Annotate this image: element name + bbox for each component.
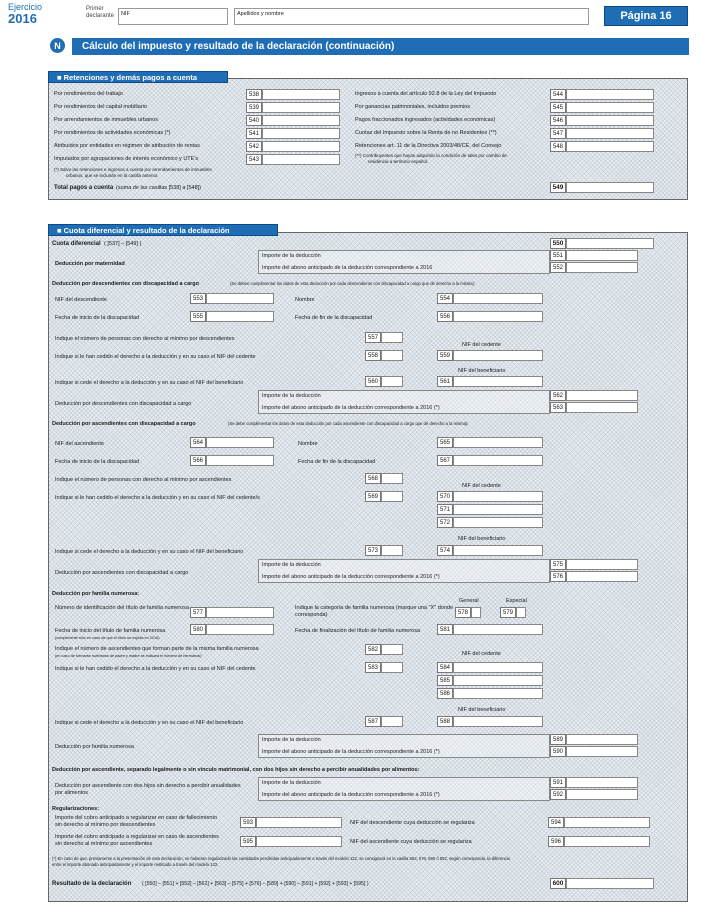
deduccion-label: Importe de la deducción [262, 253, 321, 259]
retencion-label: Por rendimientos de actividades económicas (*) [54, 130, 171, 136]
total-pagos-desc: (suma de las casillas [538] a [548]) [116, 185, 201, 191]
ejercicio-year: 2016 [8, 11, 37, 26]
cede-label: Indique si cede el derecho a la deducción y en su caso el NIF del beneficiario [55, 720, 244, 726]
asc-familia-note: (en caso de formarse huérfanos de padre y madre se indicará el número de hermanos) [55, 654, 202, 658]
resultado-label: Resultado de la declaración [52, 881, 132, 887]
box-number: 594 [548, 817, 564, 828]
amount-input[interactable] [206, 607, 274, 618]
box-number: 555 [190, 311, 206, 322]
reg3-label-b: sin derecho al mínimo por ascendientes [55, 841, 153, 847]
amount-input[interactable] [566, 571, 638, 582]
cede-label: Indique si cede el derecho a la deducción y en su caso el NIF del beneficiario [55, 380, 244, 386]
amount-input[interactable] [453, 350, 543, 361]
cede-label: Indique si cede el derecho a la deducción y en su caso el NIF del beneficiario [55, 549, 244, 555]
ded-desc-label: Deducción por descendientes con discapacidad a cargo [55, 401, 192, 407]
box-number: 591 [550, 777, 566, 788]
box-number: 546 [550, 115, 566, 126]
box-number: 575 [550, 559, 566, 570]
num-personas-label: Indique el número de personas con derecho al mínimo por descendientes [55, 336, 235, 342]
page-number: Página 16 [604, 6, 688, 26]
amount-input[interactable] [566, 390, 638, 401]
box-number: 589 [550, 734, 566, 745]
nif-descendiente-label: NIF del descendiente [55, 297, 107, 303]
reg1-label-a: Importe del cobro anticipado a regularizar en caso de fallecimiento [55, 815, 218, 821]
amount-input[interactable] [206, 293, 274, 304]
amount-input[interactable] [453, 491, 543, 502]
box-number: 558 [365, 350, 381, 361]
amount-input[interactable] [566, 102, 654, 113]
cuota-tab-label: Cuota diferencial y resultado de la declaración [63, 226, 230, 235]
cedido-label: Indique si le han cedido el derecho a la deducción y en su caso el NIF del cedente [55, 666, 256, 672]
fecha-inicio-label: Fecha de inicio de la discapacidad [55, 315, 140, 321]
amount-input[interactable] [453, 437, 543, 448]
note-1a: (*) Salvo las retenciones e ingresos a cuenta por arrendamientos de inmuebles [54, 167, 212, 172]
box-number: 570 [437, 491, 453, 502]
amount-input[interactable] [381, 376, 403, 387]
retencion-label: Pagos fraccionados ingresados (actividades económicas) [355, 117, 496, 123]
cedido-label: Indique si le han cedido el derecho a la deducción y en su caso el NIF del cedente/s [55, 495, 260, 501]
ded-asc-label: Deducción por ascendientes con discapacidad a cargo [55, 570, 189, 576]
retencion-label: Por ganancias patrimoniales, incluidos premios [355, 104, 470, 110]
box-number: 569 [365, 491, 381, 502]
cedido-label: Indique si le han cedido el derecho a la deducción y en su caso el NIF del cedente [55, 354, 256, 360]
nif-cedente-header: NIF del cedente [462, 342, 501, 348]
box-number: 578 [455, 607, 471, 618]
box-number: 582 [365, 644, 381, 655]
cuota-diferencial-label: Cuota diferencial [52, 241, 101, 247]
retencion-label: Retenciones art. 11 de la Directiva 2003/48/CE, del Consejo [355, 143, 502, 149]
deduccion-label: Importe de la deducción [262, 737, 321, 743]
nif-cedente-header: NIF del cedente [462, 483, 501, 489]
section-letter-badge: N [50, 38, 65, 53]
abono-label: Importe del abono anticipado de la deducción correspondiente a 2016 (*) [262, 792, 440, 798]
amount-input[interactable] [453, 675, 543, 686]
box-number: 544 [550, 89, 566, 100]
amount-input[interactable] [516, 607, 526, 618]
amount-input[interactable] [262, 115, 340, 126]
amount-input[interactable] [566, 89, 654, 100]
fecha-inicio-label: Fecha de inicio de la discapacidad [55, 459, 140, 465]
retencion-label: Por rendimientos del capital mobiliario [54, 104, 147, 110]
amount-input[interactable] [471, 607, 481, 618]
box-number: 549 [550, 182, 566, 193]
box-number: 592 [550, 789, 566, 800]
box-number: 568 [365, 473, 381, 484]
amount-input[interactable] [453, 376, 543, 387]
box-number: 586 [437, 688, 453, 699]
box-number: 564 [190, 437, 206, 448]
asc-sep-title: Deducción por ascendiente, separado legalmente o sin vínculo matrimonial, con dos hijos sin derecho a percibir anualidades por alimentos: [52, 767, 420, 773]
box-number: 542 [246, 141, 262, 152]
fecha-titulo-label: Fecha de inicio del título de familia numerosa [55, 628, 166, 634]
note-2a: (**) Contribuyentes que hayan adquirido la condición de tales por cambio de [355, 153, 507, 158]
box-number: 556 [437, 311, 453, 322]
abono-label: Importe del abono anticipado de la deducción correspondiente a 2016 (*) [262, 749, 440, 755]
amount-input[interactable] [453, 545, 543, 556]
box-number: 574 [437, 545, 453, 556]
regularizaciones-title: Regularizaciones: [52, 806, 100, 812]
tab-icon: ■ [57, 226, 64, 235]
amount-input[interactable] [262, 154, 340, 165]
amount-input[interactable] [566, 141, 654, 152]
box-number: 551 [550, 250, 566, 261]
box-number: 595 [240, 836, 256, 847]
maternidad-label: Deducción por maternidad [55, 261, 125, 267]
amount-input[interactable] [206, 455, 274, 466]
note-2b: residencia a territorio español. [368, 159, 429, 164]
amount-input[interactable] [566, 262, 638, 273]
box-number: 538 [246, 89, 262, 100]
box-number: 583 [365, 662, 381, 673]
reg1-label-b: sin derecho al mínimo por descendientes [55, 822, 156, 828]
retenciones-tab-label: Retenciones y demás pagos a cuenta [63, 73, 198, 82]
primer-declarante-label: Primer declarante [86, 6, 115, 19]
ascendientes-title: Deducción por ascendientes con discapacidad a cargo [52, 421, 196, 427]
amount-input[interactable] [206, 437, 274, 448]
reg3-label-a: Importe del cobro anticipado a regularizar en caso de ascendientes [55, 834, 219, 840]
amount-input[interactable] [256, 836, 342, 847]
box-number: 563 [550, 402, 566, 413]
amount-input[interactable] [256, 817, 342, 828]
amount-input[interactable] [566, 878, 654, 889]
retencion-label: Por arrendamientos de inmuebles urbanos [54, 117, 158, 123]
box-number: 550 [550, 238, 566, 249]
amount-input[interactable] [453, 688, 543, 699]
amount-input[interactable] [381, 662, 403, 673]
retencion-label: Imputados por agrupaciones de interés económico y UTE's [54, 156, 199, 162]
amount-input[interactable] [381, 491, 403, 502]
box-number: 552 [550, 262, 566, 273]
box-number: 567 [437, 455, 453, 466]
abono-label: Importe del abono anticipado de la deducción correspondiente a 2016 (*) [262, 405, 440, 411]
box-number: 548 [550, 141, 566, 152]
box-number: 590 [550, 746, 566, 757]
fecha-fin-label: Fecha de fin de la discapacidad [298, 459, 376, 465]
reg2-label: NIF del descendiente cuya deducción se regulariza [350, 820, 475, 826]
box-number: 581 [437, 624, 453, 635]
deduccion-label: Importe de la deducción [262, 562, 321, 568]
box-number: 553 [190, 293, 206, 304]
amount-input[interactable] [566, 128, 654, 139]
box-number: 539 [246, 102, 262, 113]
nif-beneficiario-header: NIF del beneficiario [458, 368, 506, 374]
box-number: 573 [365, 545, 381, 556]
amount-input[interactable] [262, 102, 340, 113]
retencion-label: Por rendimientos del trabajo [54, 91, 123, 97]
resultado-desc: ( [550] – [551] + [552] – [562] + [563] – [575] + [576] – [589] + [590] – [591] + [592] + [593] + [595] ) [142, 881, 369, 887]
nif-field[interactable]: NIF [118, 8, 228, 25]
abono-label: Importe del abono anticipado de la deducción correspondiente a 2016 (*) [262, 574, 440, 580]
nif-cedente-header: NIF del cedente [462, 651, 501, 657]
box-number: 541 [246, 128, 262, 139]
box-number: 579 [500, 607, 516, 618]
amount-input[interactable] [566, 734, 638, 745]
nif-beneficiario-header: NIF del beneficiario [458, 536, 506, 542]
categoria-label: Indique la categoría de familia numerosa (marque una "X" donde corresponda) [295, 605, 454, 618]
amount-input[interactable] [381, 473, 403, 484]
box-number: 588 [437, 716, 453, 727]
cuota-tab [48, 224, 278, 236]
amount-input[interactable] [381, 545, 403, 556]
box-number: 561 [437, 376, 453, 387]
abono-label: Importe del abono anticipado de la deducción correspondiente a 2016 [262, 265, 433, 271]
box-number: 565 [437, 437, 453, 448]
box-number: 554 [437, 293, 453, 304]
amount-input[interactable] [566, 115, 654, 126]
num-personas-label: Indique el número de personas con derecho al mínimo por ascendientes [55, 477, 232, 483]
fecha-fin-titulo-label: Fecha de finalización del título de familia numerosa [295, 628, 421, 634]
amount-input[interactable] [566, 238, 654, 249]
descendientes-title: Deducción por descendientes con discapacidad a cargo [52, 281, 200, 287]
box-number: 585 [437, 675, 453, 686]
general-label: General [459, 598, 479, 604]
amount-input[interactable] [453, 504, 543, 515]
total-pagos-label: Total pagos a cuenta [54, 185, 114, 191]
retenciones-tab [48, 71, 228, 83]
box-number: 587 [365, 716, 381, 727]
box-number: 577 [190, 607, 206, 618]
fecha-fin-label: Fecha de fin de la discapacidad [295, 315, 373, 321]
footnote-1: (*) En caso de que, previamente a la presentación de esta declaración, se hubieran regularizado las cantidades percibidas anticipadamente a través del modelo 122, se consignará en la casilla 563, 576, 590 ó 592, según corresponda, la diferencia [52, 856, 510, 861]
asc-sep-label-a: Deducción por ascendiente con dos hijos sin derecho a percibir anualidades [55, 783, 241, 789]
box-number: 545 [550, 102, 566, 113]
box-number: 562 [550, 390, 566, 401]
reg4-label: NIF del ascendiente cuya deducción se regulariza [350, 839, 472, 845]
especial-label: Especial [506, 598, 527, 604]
retencion-label: Ingresos a cuenta del artículo 92.8 de la Ley del Impuesto [355, 91, 497, 97]
nombre-label: Nombre [298, 441, 318, 447]
ded-fam-label: Deducción por familia numerosa [55, 744, 134, 750]
nombre-label: Nombre [295, 297, 315, 303]
box-number: 566 [190, 455, 206, 466]
nif-ascendiente-label: NIF del ascendiente [55, 441, 104, 447]
box-number: 560 [365, 376, 381, 387]
amount-input[interactable] [206, 311, 274, 322]
amount-input[interactable] [566, 746, 638, 757]
amount-input[interactable] [564, 817, 650, 828]
fecha-titulo-note: (cumplimente sólo en caso de que el título se expida en 2016) [55, 636, 160, 640]
amount-input[interactable] [564, 836, 650, 847]
box-number: 543 [246, 154, 262, 165]
box-number: 547 [550, 128, 566, 139]
asc-familia-label: Indique el número de ascendientes que forman parte de la misma familia numerosa [55, 646, 259, 652]
deduccion-label: Importe de la deducción [262, 393, 321, 399]
amount-input[interactable] [381, 332, 403, 343]
amount-input[interactable] [453, 293, 543, 304]
amount-input[interactable] [566, 182, 654, 193]
amount-input[interactable] [381, 350, 403, 361]
box-number: 559 [437, 350, 453, 361]
box-number: 596 [548, 836, 564, 847]
amount-input[interactable] [453, 624, 543, 635]
amount-input[interactable] [453, 716, 543, 727]
box-number: 540 [246, 115, 262, 126]
amount-input[interactable] [566, 250, 638, 261]
nif-beneficiario-header: NIF del beneficiario [458, 707, 506, 713]
retencion-label: Cuotas del Impuesto sobre la Renta de no Residentes (**) [355, 130, 497, 136]
amount-input[interactable] [262, 89, 340, 100]
amount-input[interactable] [453, 662, 543, 673]
section-title: Cálculo del impuesto y resultado de la declaración (continuación) [72, 38, 689, 55]
box-number: 571 [437, 504, 453, 515]
amount-input[interactable] [453, 455, 543, 466]
amount-input[interactable] [453, 311, 543, 322]
retencion-label: Atribuidos por entidades en régimen de atribución de rentas [54, 143, 200, 149]
apellidos-field[interactable]: Apellidos y nombre [234, 8, 589, 25]
box-number: 572 [437, 517, 453, 528]
box-number: 580 [190, 624, 206, 635]
footnote-2: entre el importe abonado anticipadamente y el importe restituido a través del modelo 122. [52, 862, 219, 867]
tab-icon: ■ [57, 73, 64, 82]
note-1b: urbanos, que se incluirán en la casilla anterior. [66, 173, 159, 178]
amount-input[interactable] [453, 517, 543, 528]
deduccion-label: Importe de la deducción [262, 780, 321, 786]
box-number: 576 [550, 571, 566, 582]
amount-input[interactable] [206, 624, 274, 635]
familia-title: Deducción por familia numerosa: [52, 591, 140, 597]
amount-input[interactable] [262, 128, 340, 139]
amount-input[interactable] [381, 716, 403, 727]
amount-input[interactable] [381, 644, 403, 655]
ejercicio-label: Ejercicio [8, 2, 43, 12]
amount-input[interactable] [262, 141, 340, 152]
descendientes-note: (Se deben cumplimentar los datos de esta deducción por cada descendiente con discapacidad a cargo que dé derecho a la misma): [230, 281, 476, 286]
amount-input[interactable] [566, 402, 638, 413]
amount-input[interactable] [566, 789, 638, 800]
box-number: 600 [550, 878, 566, 889]
box-number: 557 [365, 332, 381, 343]
cuota-diferencial-desc: ( [537] – [549] ) [104, 241, 142, 247]
num-titulo-label: Número de identificación del título de familia numerosa [55, 605, 189, 611]
amount-input[interactable] [566, 559, 638, 570]
box-number: 593 [240, 817, 256, 828]
box-number: 584 [437, 662, 453, 673]
ascendientes-note: (Se debe cumplimentar los datos de esta deducción por cada ascendiente con discapacidad a cargo que dé derecho a la misma): [228, 421, 469, 426]
asc-sep-label-b: por alimentos [55, 790, 89, 796]
amount-input[interactable] [566, 777, 638, 788]
